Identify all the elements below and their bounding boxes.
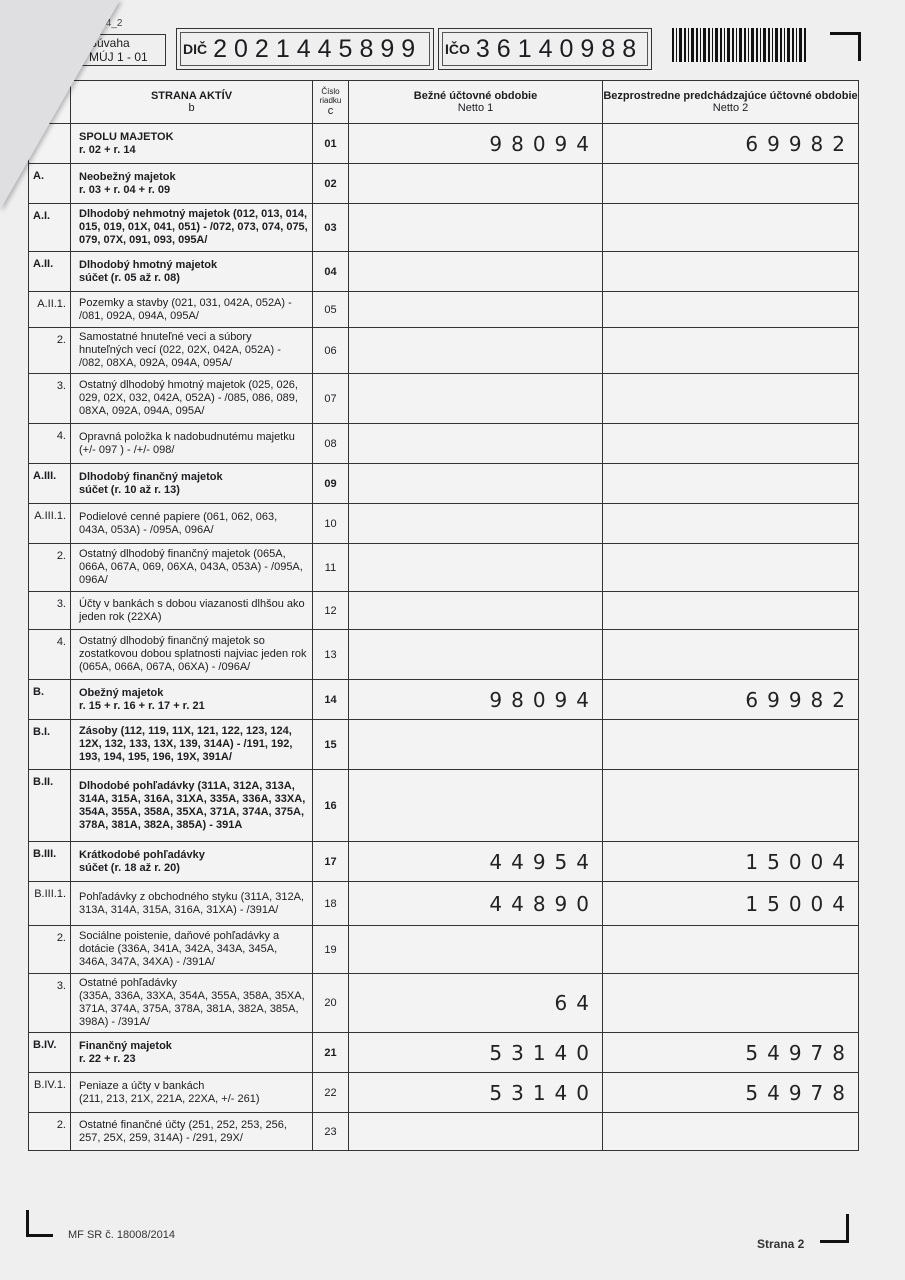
row-description: Pohľadávky z obchodného styku (311A, 312A, 313A, 314A, 315A, 316A, 31XA) - /391A/ <box>71 882 313 926</box>
value-previous-period <box>603 926 859 974</box>
row-description: Ostatné finančné účty (251, 252, 253, 256, 257, 25X, 259, 314A) - /291, 29X/ <box>71 1113 313 1151</box>
row-number: 03 <box>313 204 349 252</box>
value-current-period <box>349 374 603 424</box>
value-current-period <box>349 292 603 328</box>
table-row <box>29 164 859 204</box>
row-number: 14 <box>313 680 349 720</box>
table-row <box>29 252 859 292</box>
row-section: 3. <box>29 592 71 630</box>
value-previous-period <box>603 204 859 252</box>
col-c-header: Číslo riadku c <box>313 81 349 124</box>
row-section: B.I. <box>29 720 71 770</box>
dic-label: DIČ <box>183 41 208 57</box>
row-description: Účty v bankách s dobou viazanosti dlhšou ako jeden rok (22XA) <box>71 592 313 630</box>
value-previous-period <box>603 164 859 204</box>
row-description: SPOLU MAJETOK r. 02 + r. 14 <box>71 124 313 164</box>
row-description: Neobežný majetok r. 03 + r. 04 + r. 09 <box>71 164 313 204</box>
row-section: B.III.1. <box>29 882 71 926</box>
row-section: B. <box>29 680 71 720</box>
row-number: 02 <box>313 164 349 204</box>
row-number: 11 <box>313 544 349 592</box>
row-section: 4. <box>29 630 71 680</box>
value-current-period <box>349 252 603 292</box>
value-current-period: 53140 <box>349 1073 603 1113</box>
table-row <box>29 328 859 374</box>
value-previous-period <box>603 374 859 424</box>
table-row <box>29 842 859 882</box>
value-previous-period <box>603 974 859 1033</box>
value-previous-period <box>603 292 859 328</box>
value-previous-period <box>603 504 859 544</box>
table-row <box>29 1033 859 1073</box>
table-row <box>29 1113 859 1151</box>
value-current-period <box>349 204 603 252</box>
row-section: 2. <box>29 328 71 374</box>
row-section: A. <box>29 164 71 204</box>
row-description: Krátkodobé pohľadávky súčet (r. 18 až r. 20) <box>71 842 313 882</box>
row-number: 20 <box>313 974 349 1033</box>
row-section: A.II.1. <box>29 292 71 328</box>
row-description: Ostatný dlhodobý hmotný majetok (025, 026, 029, 02X, 032, 042A, 052A) - /085, 086, 089, 08XA, 092A, 094A, 095A/ <box>71 374 313 424</box>
ico-label: IČO <box>445 41 470 57</box>
value-previous-period: 15004 <box>603 842 859 882</box>
row-description: Finančný majetok r. 22 + r. 23 <box>71 1033 313 1073</box>
table-row <box>29 974 859 1033</box>
table-row <box>29 882 859 926</box>
value-current-period: 98094 <box>349 124 603 164</box>
row-number: 22 <box>313 1073 349 1113</box>
table-row <box>29 292 859 328</box>
row-section: B.III. <box>29 842 71 882</box>
value-previous-period <box>603 328 859 374</box>
dic-box <box>176 28 434 70</box>
value-previous-period <box>603 252 859 292</box>
row-section: 2. <box>29 1113 71 1151</box>
value-current-period <box>349 592 603 630</box>
form-subtitle: MÚJ 1 - 01 <box>89 50 148 64</box>
value-current-period <box>349 424 603 464</box>
row-number: 07 <box>313 374 349 424</box>
table-row <box>29 926 859 974</box>
corner-mark-top-right <box>830 32 861 61</box>
row-number: 06 <box>313 328 349 374</box>
col-1-header: Bežné účtovné obdobie Netto 1 <box>349 81 603 124</box>
balance-sheet-table <box>28 80 859 1151</box>
row-number: 12 <box>313 592 349 630</box>
row-number: 01 <box>313 124 349 164</box>
page-number: Strana 2 <box>757 1237 805 1251</box>
row-description: Ostatné pohľadávky (335A, 336A, 33XA, 354A, 355A, 358A, 35XA, 371A, 374A, 375A, 378A, 381A, 382A, 385A, 398A) - /391A/ <box>71 974 313 1033</box>
row-section: A.III.1. <box>29 504 71 544</box>
value-current-period <box>349 164 603 204</box>
value-current-period <box>349 770 603 842</box>
value-previous-period: 69982 <box>603 124 859 164</box>
value-current-period <box>349 328 603 374</box>
table-row <box>29 424 859 464</box>
corner-mark-bottom-right <box>820 1214 849 1243</box>
row-description: Sociálne poistenie, daňové pohľadávky a dotácie (336A, 341A, 342A, 343A, 345A, 346A, 347A, 34XA) - /391A/ <box>71 926 313 974</box>
row-description: Pozemky a stavby (021, 031, 042A, 052A) - /081, 092A, 094A, 095A/ <box>71 292 313 328</box>
row-section: 2. <box>29 544 71 592</box>
row-description: Obežný majetok r. 15 + r. 16 + r. 17 + r. 21 <box>71 680 313 720</box>
row-number: 18 <box>313 882 349 926</box>
table-row <box>29 544 859 592</box>
value-previous-period <box>603 424 859 464</box>
row-section: 2. <box>29 926 71 974</box>
row-number: 04 <box>313 252 349 292</box>
value-current-period: 98094 <box>349 680 603 720</box>
row-description: Opravná položka k nadobudnutému majetku (+/- 097 ) - /+/- 098/ <box>71 424 313 464</box>
value-previous-period: 54978 <box>603 1073 859 1113</box>
row-number: 05 <box>313 292 349 328</box>
table-row <box>29 1073 859 1113</box>
row-number: 21 <box>313 1033 349 1073</box>
row-description: Dlhodobé pohľadávky (311A, 312A, 313A, 314A, 315A, 316A, 31XA, 335A, 336A, 33XA, 354A, 355A, 358A, 35XA, 371A, 374A, 375A, 378A, 381A, 382A, 385A) - 391A <box>71 770 313 842</box>
col-2-header: Bezprostredne predchádzajúce účtovné obdobie Netto 2 <box>603 81 859 124</box>
value-previous-period <box>603 592 859 630</box>
row-section: A.I. <box>29 204 71 252</box>
row-number: 09 <box>313 464 349 504</box>
value-current-period <box>349 720 603 770</box>
row-description: Dlhodobý nehmotný majetok (012, 013, 014, 015, 019, 01X, 041, 051) - /072, 073, 074, 075, 079, 07X, 091, 093, 095A/ <box>71 204 313 252</box>
value-current-period: 44954 <box>349 842 603 882</box>
value-current-period <box>349 504 603 544</box>
row-section: B.IV.1. <box>29 1073 71 1113</box>
row-description: Dlhodobý finančný majetok súčet (r. 10 až r. 13) <box>71 464 313 504</box>
value-previous-period: 54978 <box>603 1033 859 1073</box>
ico-value: 36140988 <box>475 34 644 63</box>
table-row <box>29 204 859 252</box>
row-section: B.II. <box>29 770 71 842</box>
row-number: 19 <box>313 926 349 974</box>
row-description: Samostatné hnuteľné veci a súbory hnuteľných vecí (022, 02X, 042A, 052A) - /082, 08XA, 092A, 094A, 095A/ <box>71 328 313 374</box>
value-current-period: 53140 <box>349 1033 603 1073</box>
value-previous-period: 15004 <box>603 882 859 926</box>
dic-value: 2021445899 <box>213 34 423 63</box>
table-row <box>29 464 859 504</box>
col-a-header: a <box>29 81 71 124</box>
table-row <box>29 720 859 770</box>
footer-form-reference: MF SR č. 18008/2014 <box>68 1229 176 1241</box>
col-b-header: STRANA AKTÍV b <box>71 81 313 124</box>
row-number: 23 <box>313 1113 349 1151</box>
value-previous-period <box>603 770 859 842</box>
value-previous-period <box>603 464 859 504</box>
value-previous-period <box>603 720 859 770</box>
value-current-period <box>349 926 603 974</box>
ico-box <box>438 28 652 70</box>
table-row <box>29 630 859 680</box>
table-row <box>29 680 859 720</box>
row-number: 10 <box>313 504 349 544</box>
corner-mark-bottom-left <box>26 1210 53 1237</box>
row-number: 13 <box>313 630 349 680</box>
table-row <box>29 504 859 544</box>
value-current-period <box>349 544 603 592</box>
row-section: A.II. <box>29 252 71 292</box>
table-row <box>29 124 859 164</box>
value-previous-period <box>603 544 859 592</box>
barcode <box>672 28 806 62</box>
row-description: Podielové cenné papiere (061, 062, 063, 043A, 053A) - /095A, 096A/ <box>71 504 313 544</box>
row-number: 08 <box>313 424 349 464</box>
value-previous-period <box>603 630 859 680</box>
row-number: 16 <box>313 770 349 842</box>
row-description: Ostatný dlhodobý finančný majetok (065A, 066A, 067A, 069, 06XA, 043A, 053A) - /095A, 096A/ <box>71 544 313 592</box>
row-description: Peniaze a účty v bankách (211, 213, 21X, 221A, 22XA, +/- 261) <box>71 1073 313 1113</box>
value-current-period: 64 <box>349 974 603 1033</box>
value-current-period <box>349 464 603 504</box>
form-code: Úv14_2 <box>88 18 123 29</box>
form-title: Súvaha <box>89 36 130 50</box>
row-section: 3. <box>29 974 71 1033</box>
row-section: A.III. <box>29 464 71 504</box>
row-description: Dlhodobý hmotný majetok súčet (r. 05 až r. 08) <box>71 252 313 292</box>
row-section: 4. <box>29 424 71 464</box>
value-previous-period: 69982 <box>603 680 859 720</box>
table-row <box>29 592 859 630</box>
table-row <box>29 770 859 842</box>
row-section: B.IV. <box>29 1033 71 1073</box>
row-number: 17 <box>313 842 349 882</box>
value-current-period <box>349 630 603 680</box>
row-description: Ostatný dlhodobý finančný majetok so zostatkovou dobou splatnosti najviac jeden rok (065A, 066A, 067A, 06XA) - /096A/ <box>71 630 313 680</box>
value-previous-period <box>603 1113 859 1151</box>
folded-corner <box>0 0 123 210</box>
value-current-period <box>349 1113 603 1151</box>
table-row <box>29 374 859 424</box>
value-current-period: 44890 <box>349 882 603 926</box>
row-number: 15 <box>313 720 349 770</box>
row-description: Zásoby (112, 119, 11X, 121, 122, 123, 124, 12X, 132, 133, 13X, 139, 314A) - /191, 192, 193, 194, 195, 196, 19X, 391A/ <box>71 720 313 770</box>
row-section: 3. <box>29 374 71 424</box>
